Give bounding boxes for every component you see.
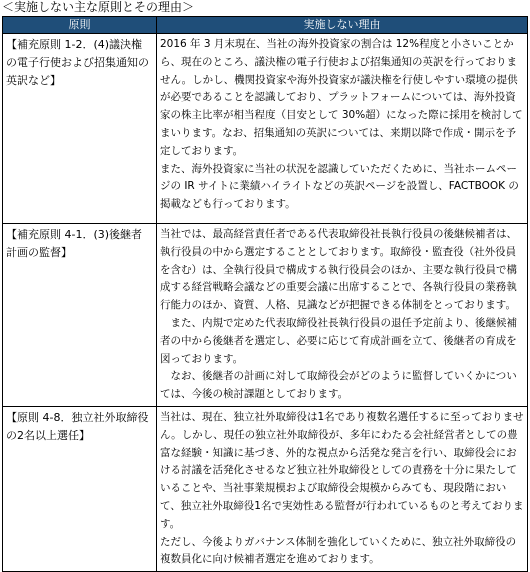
reason-paragraph: また、海外投資家に当社の状況を認識していただくために、当社ホームページの IR サイトに業績ハイライトなどの英訳ページを設置し、FACTBOOK の掲載なども行っております。 [160,162,519,211]
reason-paragraph: 当社は、現在、独立社外取締役は1名であり複数名選任するに至っておりません。しかし、現任の独立社外取締役が、多年にわたる会社経営者としての豊富な経験・知識に基づき、外的な視点から活発な発言を行い、取締役会における討議を活発化させるなど独立社外取締役としての責務を十分に果たしていることや、当社事業規模および取締役会規模からみても、現段階において、独立社外取締役1名で実効性ある監督が行われているものと考えております。 [160,410,524,530]
principles-table [2,16,528,572]
reason-paragraph: 2016 年 3 月末現在、当社の海外投資家の割合は 12%程度と小さいことから、現在のところ、議決権の電子行使および招集通知の英訳を行っておりません。しかし、機関投資家や海外投資家が議決権を行使しやすい環境の提供が必要であることを認識しており、プラットフォームについては、海外投資家の株主比率が相当程度（目安として 30%超）になった際に採用を検討してまいります。なお、招集通知の英訳については、来期以降で作成・開示を予定しております。 [160,38,523,157]
principle-cell: 【原則 4-8．独立社外取締役の2名以上選任】 [3,406,157,571]
reason-paragraph: ただし、今後よりガバナンス体制を強化していくために、独立社外取締役の複数員化に向け候補者選定を進めております。 [160,535,517,566]
page-title: ＜実施しない主な原則とその理由＞ [2,0,195,14]
header-reason: 実施しない理由 [157,17,528,34]
principle-cell: 【補充原則 4-1．(3)後継者計画の監督】 [3,224,157,407]
table-row [3,34,528,224]
header-principle: 原則 [3,17,157,34]
principle-cell: 【補充原則 1-2．(4)議決権の電子行使および招集通知の英訳など】 [3,34,157,224]
table-row [3,224,528,407]
table-row [3,406,528,571]
reason-cell [157,34,528,224]
reason-paragraph: なお、後継者の計画に対して取締役会がどのように監督していくかについては、今後の検討課題としております。 [160,370,517,401]
reason-paragraph: 当社では、最高経営責任者である代表取締役社長執行役員の後継候補者は、執行役員の中から選定することとしております。取締役・監査役（社外役員を含む）は、全執行役員で構成する執行役員会のほか、主要な執行役員で構成する経営戦略会議などの重要会議に出席することで、各執行役員の業務執行能力のほか、資質、人格、見識などが把握できる体制をとっております。 [160,228,517,312]
reason-cell [157,224,528,407]
reason-paragraph: また、内規で定めた代表取締役社長執行役員の退任予定前より、後継候補者の中から後継者を選定し、必要に応じて育成計画を立て、後継者の育成を図っております。 [160,316,517,365]
reason-cell [157,406,528,571]
table-header-row [3,17,528,34]
